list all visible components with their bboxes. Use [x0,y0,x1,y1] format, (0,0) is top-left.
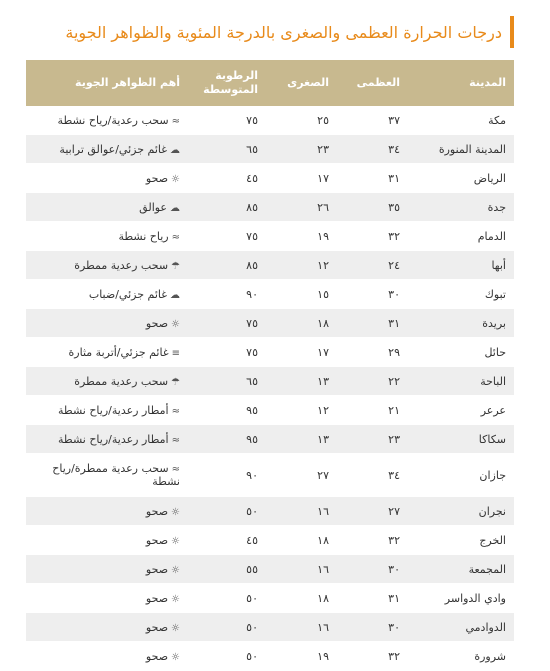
city-cell: وادي الدواسر [408,584,514,613]
conditions-cell [26,396,188,425]
humidity-cell: ٩٥ [188,396,266,425]
min-temp-cell: ١٦ [266,613,337,642]
max-temp-cell: ٣٢ [337,222,408,251]
sun-icon: ☼ [171,622,180,634]
max-temp-cell: ٣٢ [337,642,408,671]
table-row [26,526,514,555]
conditions-text: صحو [145,649,169,663]
table-row [26,367,514,396]
wind-icon: ≈ [171,231,180,243]
city-cell: بريدة [408,309,514,338]
table-row [26,497,514,526]
conditions-text: أمطار رعدية/رياح نشطة [58,403,169,417]
conditions-text: صحو [145,504,169,518]
partly-cloudy-icon: ☁ [170,289,180,301]
max-temp-cell: ٣٠ [337,555,408,584]
min-temp-cell: ١٦ [266,497,337,526]
city-cell: عرعر [408,396,514,425]
max-temp-cell: ٢٩ [337,338,408,367]
sun-icon: ☼ [171,318,180,330]
humidity-cell: ٧٥ [188,222,266,251]
conditions-cell [26,164,188,193]
humidity-cell: ٩٠ [188,454,266,497]
wind-icon: ≈ [171,434,180,446]
sun-icon: ☼ [171,506,180,518]
sun-icon: ☼ [171,173,180,185]
sun-icon: ☼ [171,651,180,663]
table-row [26,164,514,193]
conditions-cell [26,555,188,584]
min-temp-cell: ١٣ [266,367,337,396]
wind-icon: ≈ [171,405,180,417]
dust-icon: ≡ [171,347,180,359]
city-cell: الخرج [408,526,514,555]
city-cell: سكاكا [408,425,514,454]
wind-icon: ≈ [171,464,180,475]
min-temp-cell: ١٦ [266,555,337,584]
table-row [26,425,514,454]
city-cell: جازان [408,454,514,497]
sun-icon: ☼ [171,593,180,605]
max-temp-cell: ٣١ [337,309,408,338]
conditions-cell [26,251,188,280]
conditions-cell [26,338,188,367]
table-row [26,338,514,367]
max-temp-cell: ٣٧ [337,106,408,135]
conditions-text: صحو [145,562,169,576]
min-temp-cell: ١٩ [266,222,337,251]
humidity-cell: ٥٠ [188,584,266,613]
city-cell: حائل [408,338,514,367]
table-row [26,106,514,135]
conditions-text: غائم جزئي/أتربة مثارة [68,345,169,359]
table-row [26,454,514,497]
city-cell: المدينة المنورة [408,135,514,164]
city-cell: مكة [408,106,514,135]
conditions-cell [26,280,188,309]
city-cell: شرورة [408,642,514,671]
max-temp-cell: ٣٠ [337,613,408,642]
min-temp-cell: ١٣ [266,425,337,454]
conditions-cell [26,222,188,251]
table-row [26,135,514,164]
min-temp-cell: ٢٧ [266,454,337,497]
conditions-cell [26,193,188,222]
conditions-text: غائم جزئي/ضباب [88,287,167,301]
conditions-text: سحب رعدية ممطرة [74,258,169,272]
max-temp-cell: ٢١ [337,396,408,425]
humidity-cell: ٨٥ [188,193,266,222]
humidity-cell: ٥٥ [188,555,266,584]
max-temp-cell: ٢٤ [337,251,408,280]
conditions-text: رياح نشطة [118,229,169,243]
conditions-cell [26,584,188,613]
conditions-cell [26,454,188,497]
conditions-text: صحو [145,171,169,185]
conditions-cell [26,106,188,135]
conditions-text: صحو [145,620,169,634]
max-temp-cell: ٣١ [337,584,408,613]
city-cell: جدة [408,193,514,222]
weather-table [26,60,514,671]
max-temp-cell: ٣٤ [337,454,408,497]
table-body [26,106,514,671]
table-row [26,396,514,425]
table-row [26,222,514,251]
city-cell: المجمعة [408,555,514,584]
min-temp-cell: ١٥ [266,280,337,309]
conditions-cell [26,425,188,454]
humidity-cell: ٥٠ [188,613,266,642]
table-header-row [26,60,514,106]
city-cell: الدمام [408,222,514,251]
min-temp-cell: ١٩ [266,642,337,671]
conditions-text: سحب رعدية ممطرة/رياح نشطة [52,462,180,488]
conditions-cell [26,613,188,642]
table-row [26,555,514,584]
humidity-cell: ٧٥ [188,309,266,338]
city-cell: الدوادمي [408,613,514,642]
max-temp-cell: ٣٠ [337,280,408,309]
min-temp-cell: ٢٣ [266,135,337,164]
humidity-cell: ٩٥ [188,425,266,454]
min-temp-cell: ٢٦ [266,193,337,222]
humidity-cell: ٧٥ [188,338,266,367]
humidity-cell: ٤٥ [188,526,266,555]
humidity-cell: ٥٠ [188,642,266,671]
conditions-text: غائم جزئي/عوالق ترابية [59,142,167,156]
table-row [26,642,514,671]
humidity-cell: ٩٠ [188,280,266,309]
city-cell: أبها [408,251,514,280]
min-temp-cell: ٢٥ [266,106,337,135]
header-city: المدينة [408,60,514,106]
partly-cloudy-icon: ☁ [170,202,180,214]
max-temp-cell: ٢٧ [337,497,408,526]
max-temp-cell: ٣٤ [337,135,408,164]
sun-icon: ☼ [171,564,180,576]
conditions-text: صحو [145,316,169,330]
min-temp-cell: ١٧ [266,338,337,367]
max-temp-cell: ٢٢ [337,367,408,396]
humidity-cell: ٤٥ [188,164,266,193]
partly-cloudy-icon: ☁ [170,144,180,156]
min-temp-cell: ١٨ [266,309,337,338]
city-cell: الباحة [408,367,514,396]
humidity-cell: ٦٥ [188,367,266,396]
min-temp-cell: ١٨ [266,526,337,555]
max-temp-cell: ٣٥ [337,193,408,222]
title-accent-bar [510,16,514,48]
conditions-text: أمطار رعدية/رياح نشطة [58,432,169,446]
header-conditions: أهم الظواهر الجوية [26,60,188,106]
table-row [26,584,514,613]
conditions-text: صحو [145,533,169,547]
table-row [26,251,514,280]
table-row [26,193,514,222]
city-cell: تبوك [408,280,514,309]
conditions-text: سحب رعدية/رياح نشطة [57,113,169,127]
wind-icon: ≈ [171,115,180,127]
title-bar [40,14,514,50]
conditions-cell [26,135,188,164]
conditions-text: سحب رعدية ممطرة [74,374,169,388]
table-row [26,309,514,338]
max-temp-cell: ٢٣ [337,425,408,454]
min-temp-cell: ١٨ [266,584,337,613]
min-temp-cell: ١٢ [266,251,337,280]
storm-cloud-icon: ☂ [171,260,180,272]
conditions-text: عوالق [139,200,167,214]
conditions-cell [26,309,188,338]
humidity-cell: ٦٥ [188,135,266,164]
header-min: الصغرى [266,60,337,106]
table-row [26,280,514,309]
humidity-cell: ٨٥ [188,251,266,280]
city-cell: نجران [408,497,514,526]
conditions-cell [26,367,188,396]
humidity-cell: ٧٥ [188,106,266,135]
city-cell: الرياض [408,164,514,193]
conditions-cell [26,497,188,526]
max-temp-cell: ٣١ [337,164,408,193]
storm-cloud-icon: ☂ [171,376,180,388]
header-humidity: الرطوبة المتوسطة [188,60,266,106]
sun-icon: ☼ [171,535,180,547]
conditions-cell [26,526,188,555]
conditions-cell [26,642,188,671]
page-title: درجات الحرارة العظمى والصغرى بالدرجة المئوية والظواهر الجوية [65,22,502,42]
table-row [26,613,514,642]
min-temp-cell: ١٢ [266,396,337,425]
header-max: العظمى [337,60,408,106]
humidity-cell: ٥٠ [188,497,266,526]
max-temp-cell: ٣٢ [337,526,408,555]
min-temp-cell: ١٧ [266,164,337,193]
conditions-text: صحو [145,591,169,605]
